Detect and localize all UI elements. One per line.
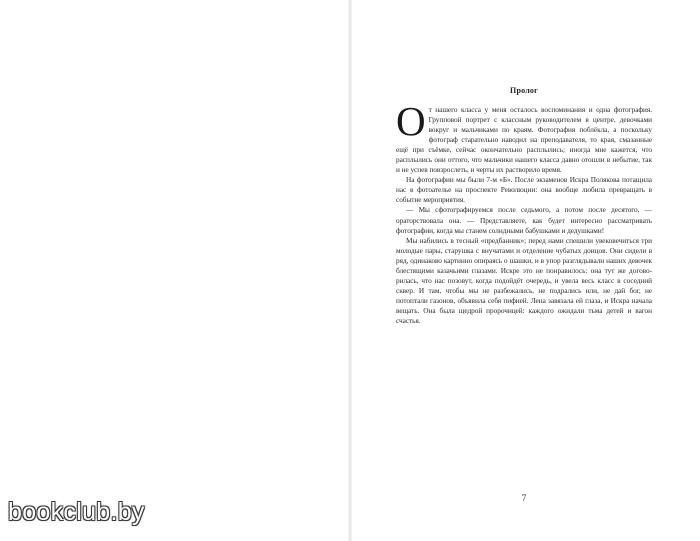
paragraph-1-text: т нашего класса у меня осталось воспоминания и одна фотография. Групповой портрет с классным руководителем в центре, девочками вокруг и мальчиками по краям. Фотография поблёкла, а поскольку фотограф старательно наводил на преподавателя, то края, смазанные ещё при съёмке, сейчас окончательно расплылись; иногда мне кажется, что расплылись они оттого, что мальчики нашего класса давно отошли в небытие, так и не успев повзрослеть, и черты их растворило время. — [396, 105, 652, 175]
body-text — [396, 98, 652, 326]
chapter-title: Пролог — [510, 86, 538, 95]
watermark-logo: bookclub.by — [8, 498, 145, 526]
paragraph-2: На фотографии мы были 7-м «Б». После экзаменов Искра Полякова потащила нас в фотоателье на проспекте Революции: она вообще любила превращать в событие мероприятия. — [396, 175, 652, 205]
book-gutter — [348, 0, 352, 541]
right-page — [396, 86, 652, 326]
page-number: 7 — [521, 493, 527, 503]
paragraph-4: Мы набились в тесный «предбанник»; перед нами спешили увековечиться три молодые пары, старушка с внучатами и отделение чубатых донцов. Они сидели в ряд, одинаково картинно опираясь о шашки, и в упор разглядывали наших девочек блестящими казачьими глазами. Искре это не понравилось: она тут же догово-рилась, что нас позовут, когда подойдёт очередь, и увела весь класс в соседний сквер. И там, чтобы мы не разбежались, не подрались или, не дай бог, не потоптали газонов, объявила себя пифией. Лена завязала ей глаза, и Искра начала вещать. Она была щедрой пророчицей: каждого ожидали тьма детей и вагон счастья. — [396, 235, 652, 325]
paragraph-1 — [396, 98, 652, 175]
paragraph-3: — Мы сфотографируемся после седьмого, а потом после десятого, — ораторствовала она. — Представляете, как будет интересно рассматривать фотографии, когда мы станем солидными бабушками и дедушками! — [396, 205, 652, 235]
drop-cap: О — [396, 98, 426, 144]
